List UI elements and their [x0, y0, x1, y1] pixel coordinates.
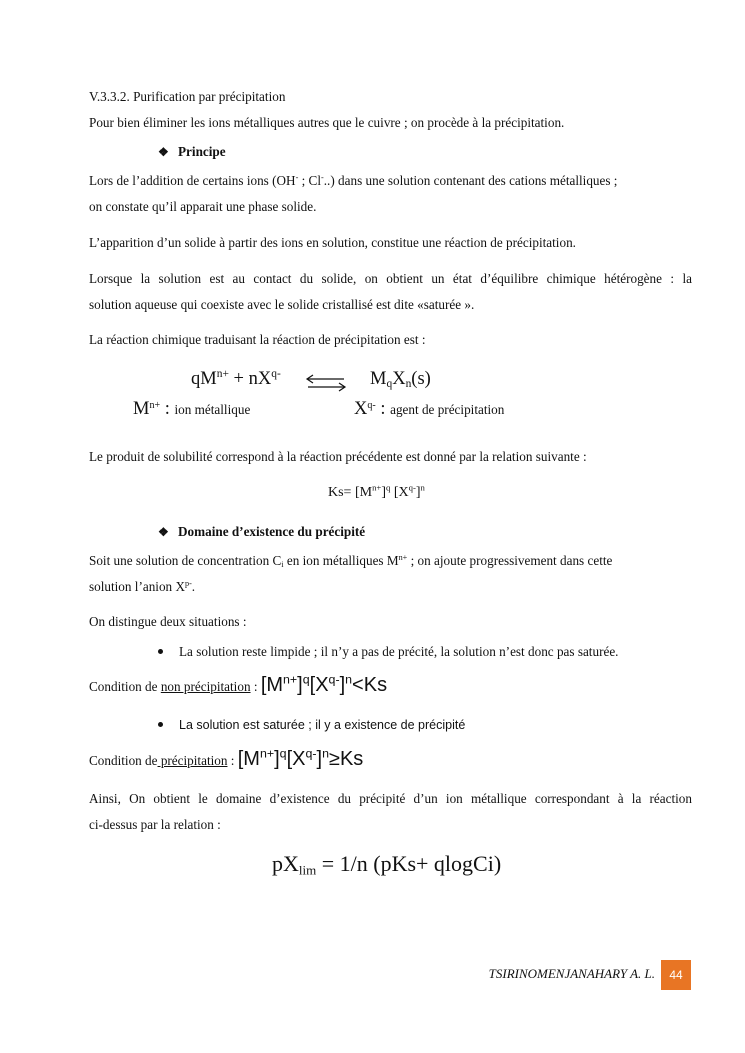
paragraph-6-line-2: solution l’anion $X^{p-}$.: [89, 578, 196, 594]
bullet-dot-icon: [158, 649, 163, 654]
reaction-product: $M_qX_n(s)$: [370, 369, 431, 390]
equilibrium-arrows-icon: [304, 373, 348, 393]
paragraph-1-line-2: on constate qu’il apparait une phase solide.: [89, 199, 317, 214]
legend-metal-ion: $M^{n+}$ : ion métallique: [133, 399, 251, 419]
diamond-bullet-icon: ❖: [158, 525, 169, 539]
principe-heading: ❖ Principe: [158, 144, 226, 159]
diamond-bullet-icon: ❖: [158, 145, 169, 159]
paragraph-2: L’apparition d’un solide à partir des ions en solution, constitue une réaction de précipitation.: [89, 235, 576, 250]
paragraph-3: Lorsque la solution est au contact du solide, on obtient un état d’équilibre chimique hétérogène : la: [89, 271, 692, 286]
domaine-heading: ❖ Domaine d’existence du précipité: [158, 524, 366, 539]
paragraph-8: Ainsi, On obtient le domaine d’existence du précipité d’un ion métallique correspondant à la réaction: [89, 791, 692, 806]
paragraph-7: On distingue deux situations :: [89, 614, 247, 629]
paragraph-1: Lors de l’addition de certains ions (OH- ; Cl-..) dans une solution contenant des cations métalliques ;: [89, 172, 618, 188]
reaction-reactants: $qM^{n+} + nX^{q-}$: [191, 367, 281, 389]
bullet-item-1: La solution reste limpide ; il n’y a pas de précité, la solution n’est donc pas saturée.: [158, 643, 618, 661]
paragraph-8-line-2: ci-dessus par la relation :: [89, 817, 221, 832]
bullet-dot-icon: [158, 722, 163, 727]
intro-paragraph: Pour bien éliminer les ions métalliques autres que le cuivre ; on procède à la précipitation.: [89, 115, 565, 130]
condition-non-precipitation: Condition de non précipitation : $[M^{n+}]^q[X^{q-}]^n<Ks$: [89, 672, 388, 696]
section-heading: V.3.3.2. Purification par précipitation: [89, 89, 286, 104]
paragraph-6: Soit une solution de concentration $C_i$ en ion métalliques $M^{n+}$ ; on ajoute progressivement dans cette: [89, 552, 613, 570]
solubility-product-formula: $Ks= [M^{n+}]^q$ $[X^{q-}]^n$: [328, 482, 425, 500]
legend-precipitating-agent: $X^{q-}$ : agent de précipitation: [354, 399, 505, 419]
existence-domain-formula: $pX_{lim} = 1/n$ (pKs+ qlogCi): [272, 851, 502, 878]
paragraph-3-line-2: solution aqueuse qui coexiste avec le solide cristallisé est dite «saturée ».: [89, 297, 475, 312]
footer-author: TSIRINOMENJANAHARY A. L.: [488, 966, 655, 981]
bullet-item-2: La solution est saturée ; il y a existence de précipité: [158, 716, 465, 734]
paragraph-5: Le produit de solubilité correspond à la réaction précédente est donné par la relation suivante :: [89, 449, 587, 464]
page-number-badge: 44: [661, 960, 691, 990]
paragraph-4: La réaction chimique traduisant la réaction de précipitation est :: [89, 332, 426, 347]
condition-precipitation: Condition de précipitation : $[M^{n+}]^q[X^{q-}]^n\ge Ks$: [89, 746, 364, 770]
